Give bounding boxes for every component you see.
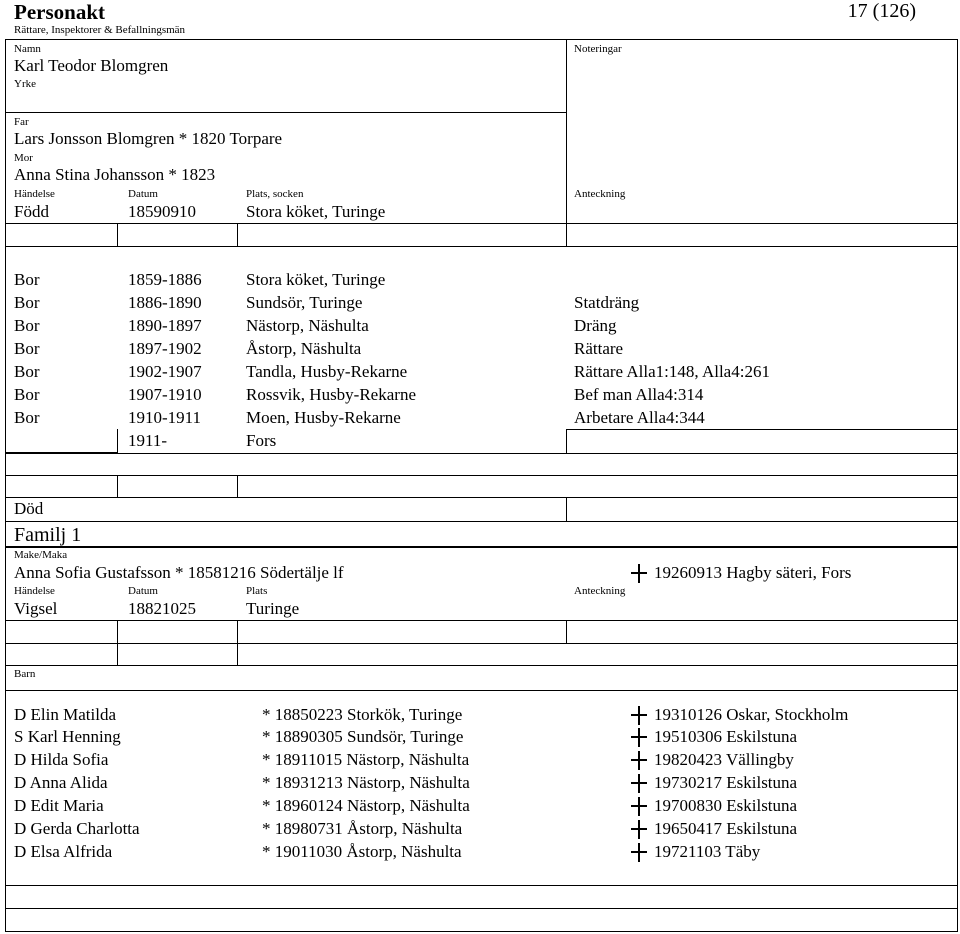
residence-note: Arbetare Alla4:344 [574, 408, 705, 427]
cross-icon [631, 797, 647, 816]
child-name: D Gerda Charlotta [14, 819, 140, 838]
label-datum: Datum [128, 188, 158, 200]
residence-event: Bor [14, 408, 40, 427]
birth-event: Född [14, 202, 49, 221]
residence-note: Rättare Alla1:148, Alla4:261 [574, 362, 770, 381]
empty-cell [5, 429, 118, 453]
child-birth: * 18850223 Storkök, Turinge [262, 705, 463, 724]
cross-icon [631, 564, 647, 583]
label-mor: Mor [14, 152, 33, 164]
label-barn: Barn [14, 668, 36, 680]
residence-event: Bor [14, 270, 40, 289]
divider-residences [5, 246, 958, 247]
residence-date: 1910-1911 [128, 408, 202, 427]
child-birth: * 18890305 Sundsör, Turinge [262, 727, 464, 746]
spouse: Anna Sofia Gustafsson * 18581216 Södertälje lf [14, 563, 344, 582]
label-anteckning: Anteckning [574, 188, 626, 200]
residence-place: Sundsör, Turinge [246, 293, 363, 312]
label-make-maka: Make/Maka [14, 549, 68, 561]
child-death: 19650417 Eskilstuna [654, 819, 798, 838]
residence-event: Bor [14, 293, 40, 312]
label-yrke: Yrke [14, 78, 36, 90]
residence-event: Bor [14, 316, 40, 335]
cross-icon [631, 820, 647, 839]
child-birth: * 18931213 Nästorp, Näshulta [262, 773, 470, 792]
child-name: D Elin Matilda [14, 705, 116, 724]
cross-icon [631, 751, 647, 770]
label-plats: Plats [246, 585, 268, 597]
residence-place: Moen, Husby-Rekarne [246, 408, 401, 427]
residence-place: Fors [246, 431, 277, 450]
child-death: 19721103 Täby [654, 842, 761, 861]
label-plats-socken: Plats, socken [246, 188, 304, 200]
residence-date: 1911- [128, 431, 168, 450]
label-namn: Namn [14, 43, 41, 55]
child-birth: * 19011030 Åstorp, Näshulta [262, 842, 462, 861]
page-title: Personakt [14, 0, 105, 24]
residence-event: Bor [14, 339, 40, 358]
child-name: D Elsa Alfrida [14, 842, 113, 861]
cross-icon [631, 843, 647, 862]
birth-place: Stora köket, Turinge [246, 202, 386, 221]
page-subtitle: Rättare, Inspektorer & Befallningsmän [14, 24, 186, 36]
page-reference: 17 (126) [847, 0, 916, 22]
birth-date: 18590910 [128, 202, 196, 221]
child-death: 19510306 Eskilstuna [654, 727, 798, 746]
child-birth: * 18960124 Nästorp, Näshulta [262, 796, 470, 815]
marriage-event: Vigsel [14, 599, 58, 618]
child-death: 19310126 Oskar, Stockholm [654, 705, 849, 724]
divider-parents [5, 112, 566, 113]
residence-event: Bor [14, 385, 40, 404]
label-handelse: Händelse [14, 188, 55, 200]
residence-date: 1859-1886 [128, 270, 202, 289]
child-birth: * 18980731 Åstorp, Näshulta [262, 819, 463, 838]
residence-date: 1902-1907 [128, 362, 202, 381]
marriage-date: 18821025 [128, 599, 196, 618]
residence-place: Rossvik, Husby-Rekarne [246, 385, 416, 404]
label-noteringar: Noteringar [574, 43, 622, 55]
label-anteckning: Anteckning [574, 585, 626, 597]
child-death: 19700830 Eskilstuna [654, 796, 798, 815]
father: Lars Jonsson Blomgren * 1820 Torpare [14, 129, 283, 148]
cross-icon [631, 774, 647, 793]
child-name: S Karl Henning [14, 727, 121, 746]
mother: Anna Stina Johansson * 1823 [14, 165, 216, 184]
label-datum: Datum [128, 585, 158, 597]
label-handelse: Händelse [14, 585, 55, 597]
marriage-place: Turinge [246, 599, 300, 618]
residence-place: Åstorp, Näshulta [246, 339, 362, 358]
cross-icon [631, 728, 647, 747]
child-death: 19820423 Vällingby [654, 750, 794, 769]
divider-birth [5, 223, 958, 224]
residence-date: 1886-1890 [128, 293, 202, 312]
residence-note: Bef man Alla4:314 [574, 385, 704, 404]
cross-icon [631, 706, 647, 725]
residence-note: Rättare [574, 339, 624, 358]
child-birth: * 18911015 Nästorp, Näshulta [262, 750, 470, 769]
person-name: Karl Teodor Blomgren [14, 56, 169, 75]
residence-place: Stora köket, Turinge [246, 270, 386, 289]
residence-event: Bor [14, 362, 40, 381]
family-title: Familj 1 [14, 524, 82, 546]
residence-date: 1907-1910 [128, 385, 202, 404]
spouse-death: 19260913 Hagby säteri, Fors [654, 563, 852, 582]
residence-note: Dräng [574, 316, 617, 335]
child-name: D Anna Alida [14, 773, 108, 792]
residence-date: 1890-1897 [128, 316, 202, 335]
residence-note: Statdräng [574, 293, 640, 312]
residence-place: Nästorp, Näshulta [246, 316, 369, 335]
death-event: Död [14, 499, 44, 518]
notes-divider [566, 39, 567, 246]
residence-date: 1897-1902 [128, 339, 202, 358]
child-name: D Edit Maria [14, 796, 104, 815]
residence-place: Tandla, Husby-Rekarne [246, 362, 408, 381]
child-name: D Hilda Sofia [14, 750, 109, 769]
label-far: Far [14, 116, 29, 128]
child-death: 19730217 Eskilstuna [654, 773, 798, 792]
